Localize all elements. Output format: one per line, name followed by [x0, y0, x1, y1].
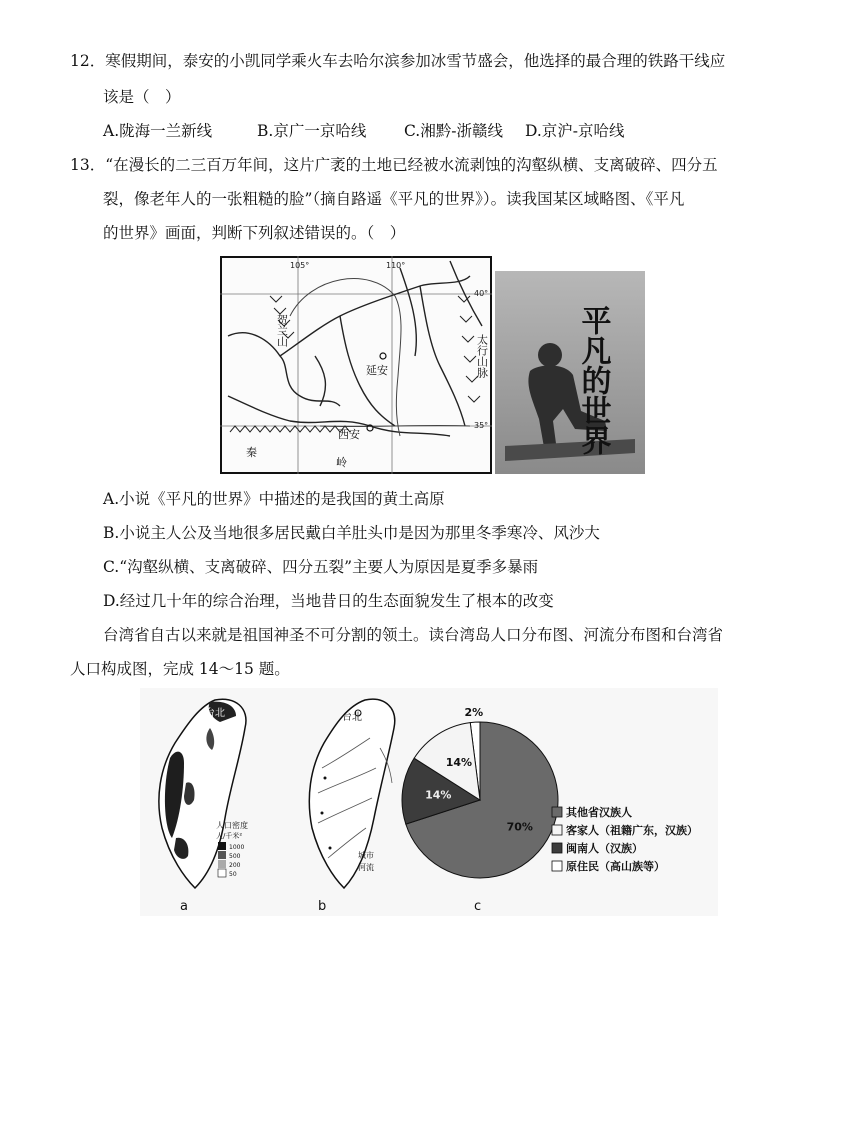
legend-swatch-hakka [552, 825, 562, 835]
pie-label-aboriginal: 2% [464, 706, 484, 720]
map-label-qin: 秦 [246, 446, 257, 459]
fig-a-legend-swatch-4 [218, 869, 226, 877]
legend-label-minnan: 闽南人（汉族） [566, 842, 643, 855]
fig-a-legend-title: 人口密度 [216, 821, 248, 830]
map-lat-35: 35° [474, 421, 489, 430]
fig-a-legend-item-4: 50 [229, 871, 237, 878]
book-cover-title: 平凡的世界 [575, 305, 611, 455]
map-label-helan: 贺兰山 [275, 314, 289, 347]
fig-a-legend-swatch-1 [218, 842, 226, 850]
q13-stem-line1: 13．“在漫长的二三百万年间，这片广袤的土地已经被水流剥蚀的沟壑纵横、支离破碎、四分五 [70, 156, 718, 174]
pie-label-minnan: 14% [425, 788, 452, 802]
intro-line1: 台湾省自古以来就是祖国神圣不可分割的领土。读台湾岛人口分布图、河流分布图和台湾省 [103, 626, 724, 644]
pie-label-hakka: 14% [445, 755, 473, 769]
fig-b-city-label: 台北 [342, 712, 362, 723]
fig-a-legend-item-2: 500 [229, 853, 241, 860]
pie-label-other-han: 70% [506, 820, 533, 834]
q12-stem-line2: 该是（ ） [103, 88, 181, 106]
region-map-figure [220, 256, 492, 474]
fig-a-legend-item-1: 1000 [229, 844, 245, 851]
legend-swatch-aboriginal [552, 861, 562, 871]
legend-swatch-other-han [552, 807, 562, 817]
fig-b-legend-river: 河流 [358, 863, 374, 872]
q12-stem-line1: 12．寒假期间，泰安的小凯同学乘火车去哈尔滨参加冰雪节盛会，他选择的最合理的铁路干线应 [70, 52, 726, 70]
q12-option-d: D.京沪-京哈线 [525, 122, 625, 140]
fig-a-label: a [180, 899, 188, 914]
fig-a-legend-swatch-3 [218, 860, 226, 868]
q13-stem-line2: 裂，像老年人的一张粗糙的脸”（摘自路遥《平凡的世界》）。读我国某区域略图、《平凡 [103, 190, 685, 208]
q12-option-b: B.京广一京哈线 [257, 122, 367, 140]
fig-a-legend-swatch-2 [218, 851, 226, 859]
intro-line2: 人口构成图，完成 14～15 题。 [70, 660, 290, 678]
q13-option-d: D.经过几十年的综合治理，当地昔日的生态面貌发生了根本的改变 [103, 592, 554, 610]
fig-a-legend-unit: 人/千米² [216, 832, 243, 840]
fig-a-legend-item-3: 200 [229, 862, 241, 869]
q12-option-c: C.湘黔-浙赣线 [404, 122, 503, 140]
fig-b-label: b [318, 899, 327, 914]
q13-option-b: B.小说主人公及当地很多居民戴白羊肚头巾是因为那里冬季寒冷、风沙大 [103, 524, 600, 542]
map-label-xian: 西安 [338, 428, 360, 441]
map-lat-40: 40° [474, 289, 489, 298]
fig-c-label: c [474, 899, 482, 914]
q13-option-a: A.小说《平凡的世界》中描述的是我国的黄土高原 [103, 490, 445, 508]
taiwan-figures [140, 688, 718, 916]
legend-label-other-han: 其他省汉族人 [566, 806, 632, 819]
map-lon-105: 105° [290, 261, 310, 270]
legend-label-aboriginal: 原住民（高山族等） [566, 860, 665, 873]
map-label-taihang: 太行山脉 [475, 334, 489, 378]
map-lon-110: 110° [386, 261, 406, 270]
q13-option-c: C.“沟壑纵横、支离破碎、四分五裂”主要人为原因是夏季多暴雨 [103, 558, 539, 576]
legend-label-hakka: 客家人（祖籍广东，汉族） [566, 824, 698, 837]
legend-swatch-minnan [552, 843, 562, 853]
fig-b-legend-city: 城市 [358, 851, 374, 860]
map-label-yanan: 延安 [366, 364, 388, 377]
map-label-ling: 岭 [336, 456, 347, 469]
fig-a-city-label: 台北 [205, 708, 225, 719]
book-cover-photo [495, 271, 645, 474]
q13-stem-line3: 的世界》画面，判断下列叙述错误的。（ ） [103, 224, 406, 242]
q12-option-a: A.陇海一兰新线 [103, 122, 213, 140]
